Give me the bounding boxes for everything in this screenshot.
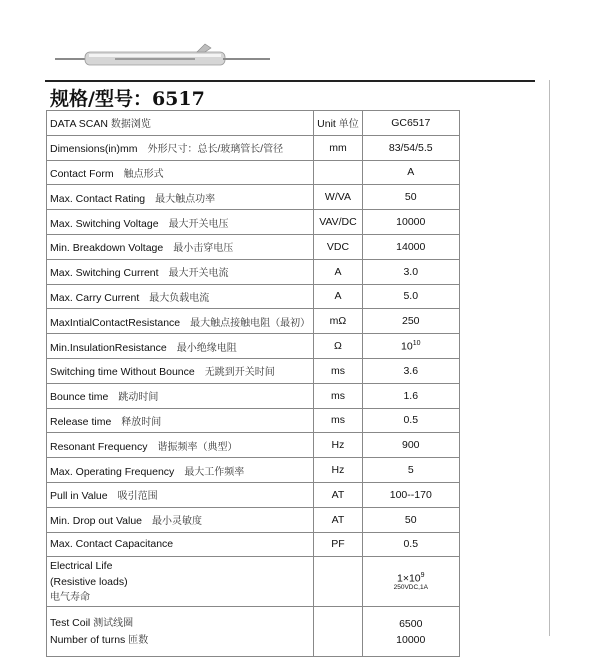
param-label: Min. Drop out Value (50, 515, 143, 528)
param-value: 3.0 (403, 265, 419, 278)
param-value: 50 (404, 191, 417, 204)
param-unit: VAV/DC (314, 210, 363, 235)
param-unit: Hz (314, 433, 363, 458)
param-label-zh: 无跳到开关时间 (204, 367, 275, 379)
table-row (47, 259, 460, 284)
param-value-exponent: 10 (412, 339, 421, 347)
table-row (47, 160, 460, 185)
param-label: Pull in Value (50, 490, 108, 503)
param-unit: AT (314, 482, 363, 507)
param-label-zh: 最小绝缘电阻 (176, 342, 237, 354)
param-label-zh: 最大触点接触电阻（最初） (190, 317, 311, 329)
param-unit: ms (314, 358, 363, 383)
table-header-row (47, 111, 460, 136)
param-label: Switching time Without Bounce (50, 366, 195, 379)
param-label: Bounce time (50, 391, 109, 404)
param-label-zh: 跳动时间 (118, 392, 159, 404)
test-coil-label: Test Coil (50, 616, 91, 629)
table-row (47, 458, 460, 483)
turns-value: 10000 (396, 633, 426, 646)
table-row (47, 135, 460, 160)
right-border (549, 80, 550, 636)
param-unit: ms (314, 383, 363, 408)
param-unit: A (314, 284, 363, 309)
param-label-zh: 最大触点功率 (155, 193, 216, 205)
param-value: 50 (404, 513, 417, 526)
table-row (47, 234, 460, 259)
table-row (47, 507, 460, 532)
param-label: Max. Carry Current (50, 291, 140, 304)
header-param: DATA SCAN (50, 118, 108, 131)
header-param-zh: 数据浏览 (110, 119, 151, 131)
param-unit: Hz (314, 458, 363, 483)
param-label-zh: 吸引范围 (117, 491, 158, 503)
param-unit: ms (314, 408, 363, 433)
param-unit (314, 160, 363, 185)
spec-table (46, 110, 460, 657)
param-label: Max. Switching Current (50, 267, 159, 280)
param-label-zh: 最小灵敏度 (152, 516, 203, 528)
page-title: 规格/型号：6517 (50, 88, 205, 110)
table-row (47, 309, 460, 334)
param-label: Max. Operating Frequency (50, 465, 175, 478)
table-row (47, 185, 460, 210)
param-value: 900 (402, 439, 420, 452)
param-label: Max. Switching Voltage (50, 217, 159, 230)
header-unit: Unit (317, 118, 336, 131)
param-value: 0.5 (403, 414, 419, 427)
test-coil-row (47, 607, 460, 657)
electrical-life-value: 1×10 (396, 572, 421, 585)
param-label-zh: 谐振频率（典型） (157, 441, 238, 453)
param-value: 5 (407, 464, 414, 477)
param-label: MaxIntialContactResistance (50, 316, 181, 329)
param-label-zh: 释放时间 (121, 416, 162, 428)
param-unit: VDC (314, 234, 363, 259)
param-unit: W/VA (314, 185, 363, 210)
table-row (47, 210, 460, 235)
param-value: 3.6 (403, 364, 419, 377)
param-label-zh: 最大开关电压 (168, 218, 229, 230)
param-label-zh: 最小击穿电压 (173, 243, 234, 255)
param-label-zh: 最大负载电流 (149, 292, 210, 304)
electrical-life-sub: (Resistive loads) (50, 575, 128, 588)
table-row (47, 334, 460, 359)
param-label-zh: 触点形式 (123, 168, 164, 180)
electrical-life-note: 250VDC,1A (393, 584, 428, 592)
table-row (47, 433, 460, 458)
param-value: 1.6 (403, 389, 419, 402)
param-value: 100--170 (389, 488, 432, 501)
param-value: 250 (402, 315, 420, 328)
table-row (47, 358, 460, 383)
param-unit: AT (314, 507, 363, 532)
param-value: 5.0 (403, 290, 419, 303)
param-value: 14000 (396, 240, 426, 253)
param-label-zh: 最大工作频率 (184, 466, 245, 478)
param-unit: mm (314, 135, 363, 160)
turns-zh: 匝数 (128, 634, 149, 646)
electrical-life-exp: 9 (420, 571, 425, 579)
test-coil-zh: 测试线圈 (93, 617, 134, 629)
table-row (47, 383, 460, 408)
electrical-life-zh: 电气寿命 (50, 591, 90, 603)
test-coil-value: 6500 (399, 617, 423, 630)
param-label: Resonant Frequency (50, 440, 148, 453)
param-label: Max. Contact Rating (50, 192, 146, 205)
param-unit: A (314, 259, 363, 284)
param-unit: PF (314, 532, 363, 557)
param-label: Release time (50, 415, 112, 428)
table-row (47, 408, 460, 433)
param-label: Min. Breakdown Voltage (50, 242, 164, 255)
table-row (47, 482, 460, 507)
param-unit: Ω (314, 334, 363, 359)
param-label: Max. Contact Capacitance (50, 538, 174, 551)
electrical-life-label: Electrical Life (50, 559, 113, 572)
header-rule (45, 80, 535, 82)
param-value: 10000 (396, 216, 426, 229)
param-value: 83/54/5.5 (388, 141, 433, 154)
param-unit: mΩ (314, 309, 363, 334)
turns-label: Number of turns (50, 633, 126, 646)
param-label-zh: 外形尺寸：总长/玻璃管长/管径 (147, 144, 284, 156)
param-label: Contact Form (50, 167, 114, 180)
header-unit-zh: 单位 (338, 119, 359, 131)
reed-switch-photo (55, 38, 270, 78)
table-row (47, 532, 460, 557)
param-label-zh: 最大开关电流 (168, 268, 229, 280)
param-value: 10 (401, 340, 413, 353)
param-value: 0.5 (403, 538, 419, 551)
table-row (47, 284, 460, 309)
param-value: A (407, 166, 415, 179)
electrical-life-row (47, 557, 460, 607)
header-value: GC6517 (362, 111, 459, 136)
param-label: Dimensions(in)mm (50, 143, 138, 156)
param-label: Min.InsulationResistance (50, 341, 167, 354)
